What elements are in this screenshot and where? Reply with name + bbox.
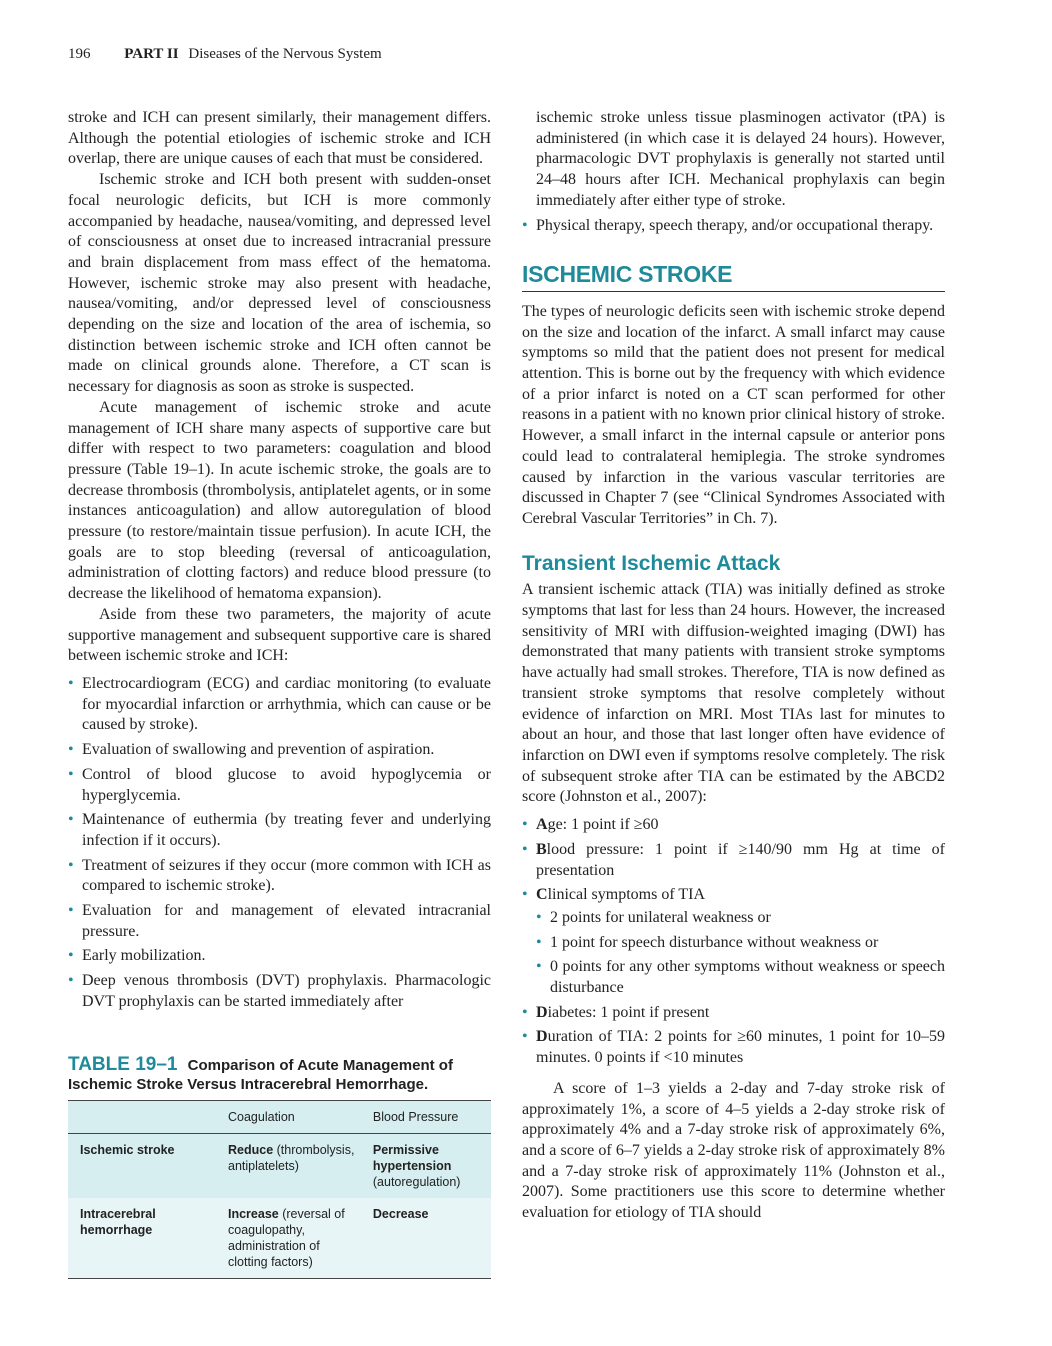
list-item: • Treatment of seizures if they occur (more common with ICH as compared to ischemic stroke).: [68, 856, 491, 897]
score-text: lood pressure: 1 point if ≥140/90 mm Hg at time of presentation: [536, 840, 945, 879]
list-item: • Control of blood glucose to avoid hypoglycemia or hyperglycemia.: [68, 765, 491, 806]
score-text: linical symptoms of TIA: [547, 886, 706, 904]
table-number: TABLE 19–1: [68, 1054, 178, 1075]
list-item: • 0 points for any other symptoms without weakness or speech disturbance: [536, 957, 945, 998]
table-cell: [216, 1198, 361, 1279]
score-letter: D: [536, 1028, 548, 1046]
left-column: [68, 108, 491, 1017]
page-number: 196: [68, 46, 91, 62]
paragraph: A score of 1–3 yields a 2-day and 7-day stroke risk of approximately 1%, a score of 4–5 yields a 2-day stroke risk of approximately 4% and a 7-day stroke risk of approximately 6%, and a score of 6–7 yields a 2-day stroke risk of approximately 8% and a 7-day stroke risk of approximately 11% (Johnston et al., 2007). Some practitioners use this score to determine whether evaluation for etiology of TIA should: [522, 1079, 945, 1222]
running-header: [68, 46, 382, 63]
paragraph: The types of neurologic deficits seen with ischemic stroke depend on the size and location of the infarct. A small infarct may cause symptoms so mild that the patient does not present for medical attention. This is borne out by the frequency with which evidence of a prior infarct is noted on a CT scan performed for other reasons in a patient with no known prior clinical history of stroke. However, a small infarct in the internal capsule or anterior pons could lead to contralateral hemiplegia. The stroke syndromes caused by infarction in the various vascular territories are discussed in Chapter 7 (see “Clinical Syndromes Associated with Cerebral Vascular Territories” in Ch. 7).: [522, 302, 945, 527]
list-item: • Maintenance of euthermia (by treating fever and underlying infection if it occurs).: [68, 810, 491, 851]
right-column: [522, 108, 945, 1224]
list-item: • Electrocardiogram (ECG) and cardiac monitoring (to evaluate for myocardial infarction or arrhythmia, which can cause or be caused by stroke).: [68, 674, 491, 736]
supportive-care-list: [68, 674, 491, 1013]
comparison-table: [68, 1100, 491, 1279]
list-item: [522, 885, 945, 999]
section-heading: ISCHEMIC STROKE: [522, 264, 945, 292]
list-item: • Evaluation for and management of elevated intracranial pressure.: [68, 901, 491, 942]
score-letter: C: [536, 886, 548, 904]
paragraph: ischemic stroke unless tissue plasminogen activator (tPA) is administered (in which case it is delayed 24 hours). However, pharmacologic DVT prophylaxis is generally not started until 24–48 hours after ICH. Mechanical prophylaxis can begin immediately after either type of stroke.: [536, 109, 945, 209]
table-cell: [361, 1134, 491, 1199]
table-cell: [361, 1198, 491, 1279]
part-label: PART II: [124, 46, 179, 62]
table-cell: [216, 1134, 361, 1199]
paragraph: Acute management of ischemic stroke and acute management of ICH share many aspects of supportive care but differ with respect to two parameters: coagulation and blood pressure (Table 19–1). In acute ischemic stroke, the goals are to decrease thrombosis (thrombolysis, antiplatelet agents, or in some instances anticoagulation) and allow autoregulation of blood pressure (to restore/maintain tissue perfusion). In acute ICH, the goals are to stop bleeding (reversal of anticoagulation, administration of clotting factors) and reduce blood pressure (to decrease the likelihood of hematoma expansion).: [68, 398, 491, 603]
clinical-symptoms-sublist: [536, 908, 945, 999]
list-item: • 2 points for unilateral weakness or: [536, 908, 945, 929]
score-letter: A: [536, 816, 548, 834]
table-row: [68, 1134, 491, 1199]
list-item: [522, 1003, 945, 1024]
row-header: Ischemic stroke: [68, 1134, 216, 1199]
table-caption: [68, 1055, 498, 1094]
subsection-heading: Transient Ischemic Attack: [522, 551, 781, 575]
score-letter: D: [536, 1003, 548, 1021]
table-header-row: [68, 1101, 491, 1134]
paragraph: Aside from these two parameters, the majority of acute supportive management and subsequent supportive care is shared between ischemic stroke and ICH:: [68, 605, 491, 665]
list-item: • 1 point for speech disturbance without weakness or: [536, 933, 945, 954]
list-item: • Deep venous thrombosis (DVT) prophylaxis. Pharmacologic DVT prophylaxis can be started immediately after: [68, 971, 491, 1012]
paragraph: stroke and ICH can present similarly, their management differs. Although the potential etiologies of ischemic stroke and ICH overlap, there are unique causes of each that must be considered.: [68, 109, 491, 168]
cell-detail: (autoregulation): [372, 1175, 461, 1189]
paragraph: Ischemic stroke and ICH both present with sudden-onset focal neurologic deficits, but ICH is more commonly accompanied by headache, nausea/vomiting, and depressed level of consciousness at onset due to increased intracranial pressure and brain displacement from mass effect of the hematoma. However, ischemic stroke may also present with headache, nausea/vomiting, and/or depressed level of consciousness depending on the size and location of the area of ischemia, so distinction between ischemic stroke and ICH often cannot be made on clinical grounds alone. Therefore, a CT scan is necessary for diagnosis as soon as stroke is suspected.: [68, 171, 491, 396]
score-text: iabetes: 1 point if present: [547, 1003, 710, 1021]
list-item: [522, 840, 945, 881]
cell-detail: (thrombolysis, antiplatelets): [228, 1143, 355, 1173]
score-text: uration of TIA: 2 points for ≥60 minutes, 1 point for 10–59 minutes. 0 points if <10 minutes: [536, 1028, 945, 1067]
table-row: [68, 1198, 491, 1279]
section-title: Diseases of the Nervous System: [188, 46, 382, 62]
score-letter: B: [536, 840, 547, 858]
row-header: Intracerebral hemorrhage: [68, 1198, 216, 1279]
cell-emphasis: Reduce: [228, 1143, 274, 1157]
cell-emphasis: Decrease: [372, 1207, 429, 1221]
table-title: Comparison of Acute Management of Ischemic Stroke Versus Intracerebral Hemorrhage.: [68, 1057, 453, 1093]
cell-detail: (reversal of coagulopathy, administration of clotting factors): [228, 1207, 345, 1269]
therapy-list: [522, 216, 945, 237]
column-header: Coagulation: [216, 1101, 361, 1134]
column-header: [68, 1101, 216, 1134]
score-text: ge: 1 point if ≥60: [547, 816, 659, 834]
list-item: • Early mobilization.: [68, 946, 491, 967]
list-item: • Evaluation of swallowing and prevention of aspiration.: [68, 740, 491, 761]
cell-emphasis: Increase: [228, 1207, 279, 1221]
paragraph: A transient ischemic attack (TIA) was initially defined as stroke symptoms that last for less than 24 hours. However, the increased sensitivity of MRI with diffusion-weighted imaging (DWI) has demonstrated that many patients with transient stroke symptoms have actually had small strokes. Therefore, TIA is now defined as transient stroke symptoms that resolve completely without evidence of infarction on MRI. Most TIAs last for minutes to about an hour, and those that last longer often have evidence of infarction on DWI even if symptoms resolve completely. The risk of subsequent stroke after TIA can be estimated by the ABCD2 score (Johnston et al., 2007):: [522, 581, 945, 806]
cell-emphasis: Permissive hypertension: [372, 1143, 452, 1173]
list-item: [522, 815, 945, 836]
list-item: [522, 1027, 945, 1068]
abcd2-list: [522, 815, 945, 1069]
column-header: Blood Pressure: [361, 1101, 491, 1134]
list-item: • Physical therapy, speech therapy, and/or occupational therapy.: [522, 216, 945, 237]
